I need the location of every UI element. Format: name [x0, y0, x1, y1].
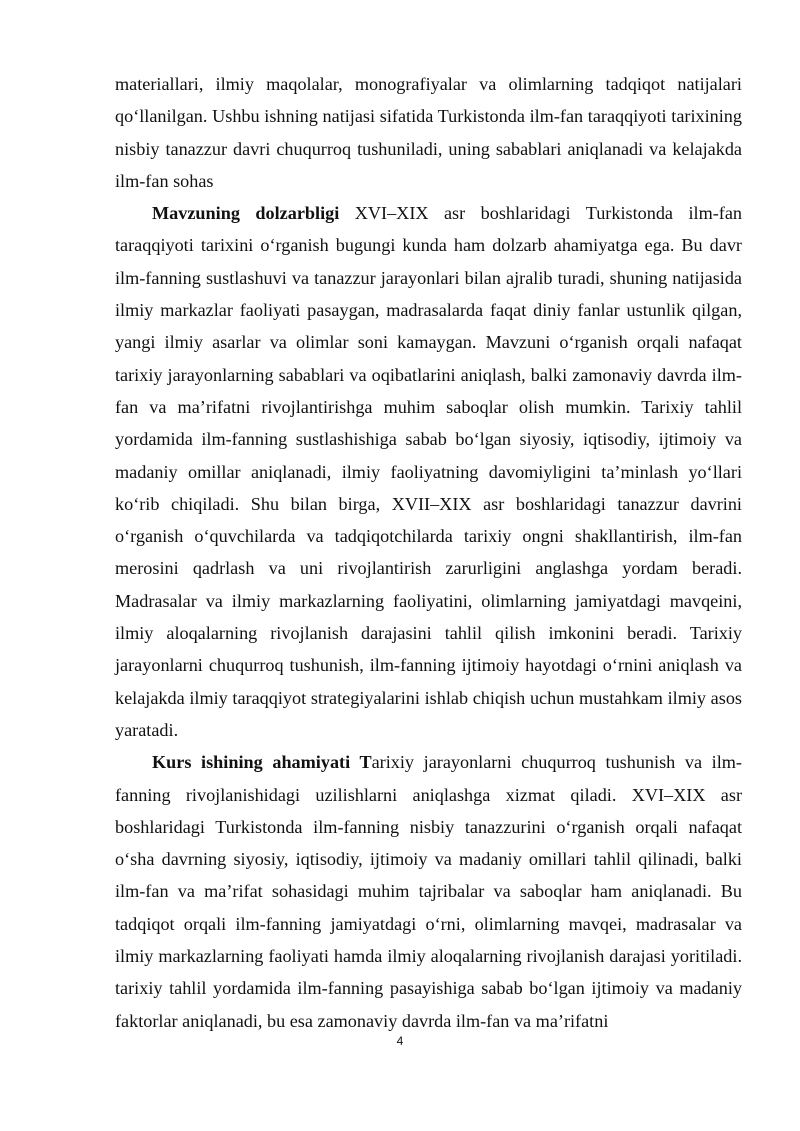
page-number: 4 — [396, 1034, 404, 1048]
paragraph-lead-significance: Kurs ishining ahamiyati T — [152, 752, 372, 773]
paragraph-continuation — [115, 68, 742, 197]
paragraph-text: arixiy jarayonlarni chuqurroq tushunish va ilm-fanning rivojlanishidagi uzilishlarni aniqlashga xizmat qiladi. XVI–XIX asr boshlaridagi Turkistonda ilm-fanning nisbiy tanazzurini o‘rganish orqali nafaqat o‘sha davrning siyosiy, iqtisodiy, ijtimoiy va madaniy omillari tahlil qilinadi, balki ilm-fan va ma’rifat sohasidagi muhim tajribalar va saboqlar ham aniqlanadi. Bu tadqiqot orqali ilm-fanning jamiyatdagi o‘rni, olimlarning mavqei, madrasalar va ilmiy markazlarning faoliyati hamda ilmiy aloqalarning rivojlanish darajasi yoritiladi. tarixiy tahlil yordamida ilm-fanning pasayishiga sabab bo‘lgan ijtimoiy va madaniy faktorlar aniqlanadi, bu esa zamonaviy davrda ilm-fan va ma’rifatni — [115, 752, 742, 1031]
paragraph-text: materiallari, ilmiy maqolalar, monografiyalar va olimlarning tadqiqot natijalari qo‘llanilgan. Ushbu ishning natijasi sifatida Turkistonda ilm-fan taraqqiyoti tarixining nisbiy tanazzur davri chuqurroq tushuniladi, uning sabablari aniqlanadi va kelajakda ilm-fan sohas — [115, 74, 742, 191]
paragraph-lead-relevance: Mavzuning dolzarbligi — [152, 203, 340, 224]
paragraph-significance — [115, 746, 742, 1037]
paragraph-relevance — [115, 197, 742, 746]
paragraph-text: XVI–XIX asr boshlaridagi Turkistonda ilm-fan taraqqiyoti tarixini o‘rganish bugungi kunda ham dolzarb ahamiyatga ega. Bu davr ilm-fanning sustlashuvi va tanazzur jarayonlari bilan ajralib turadi, shuning natijasida ilmiy markazlar faoliyati pasaygan, madrasalarda faqat diniy fanlar ustunlik qilgan, yangi ilmiy asarlar va olimlar soni kamaygan. Mavzuni o‘rganish orqali nafaqat tarixiy jarayonlarning sabablari va oqibatlarini aniqlash, balki zamonaviy davrda ilm-fan va ma’rifatni rivojlantirishga muhim saboqlar olish mumkin. Tarixiy tahlil yordamida ilm-fanning sustlashishiga sabab bo‘lgan siyosiy, iqtisodiy, ijtimoiy va madaniy omillar aniqlanadi, ilmiy faoliyatning davomiyligini ta’minlash yo‘llari ko‘rib chiqiladi. Shu bilan birga, XVII–XIX asr boshlaridagi tanazzur davrini o‘rganish o‘quvchilarda va tadqiqotchilarda tarixiy ongni shakllantirish, ilm-fan merosini qadrlash va uni rivojlantirish zarurligini anglashga yordam beradi. Madrasalar va ilmiy markazlarning faoliyatini, olimlarning jamiyatdagi mavqeini, ilmiy aloqalarning rivojlanish darajasini tahlil qilish imkonini beradi. Tarixiy jarayonlarni chuqurroq tushunish, ilm-fanning ijtimoiy hayotdagi o‘rnini aniqlash va kelajakda ilmiy taraqqiyot strategiyalarini ishlab chiqish uchun mustahkam ilmiy asos yaratadi. — [115, 203, 742, 740]
body-text — [115, 68, 742, 1037]
